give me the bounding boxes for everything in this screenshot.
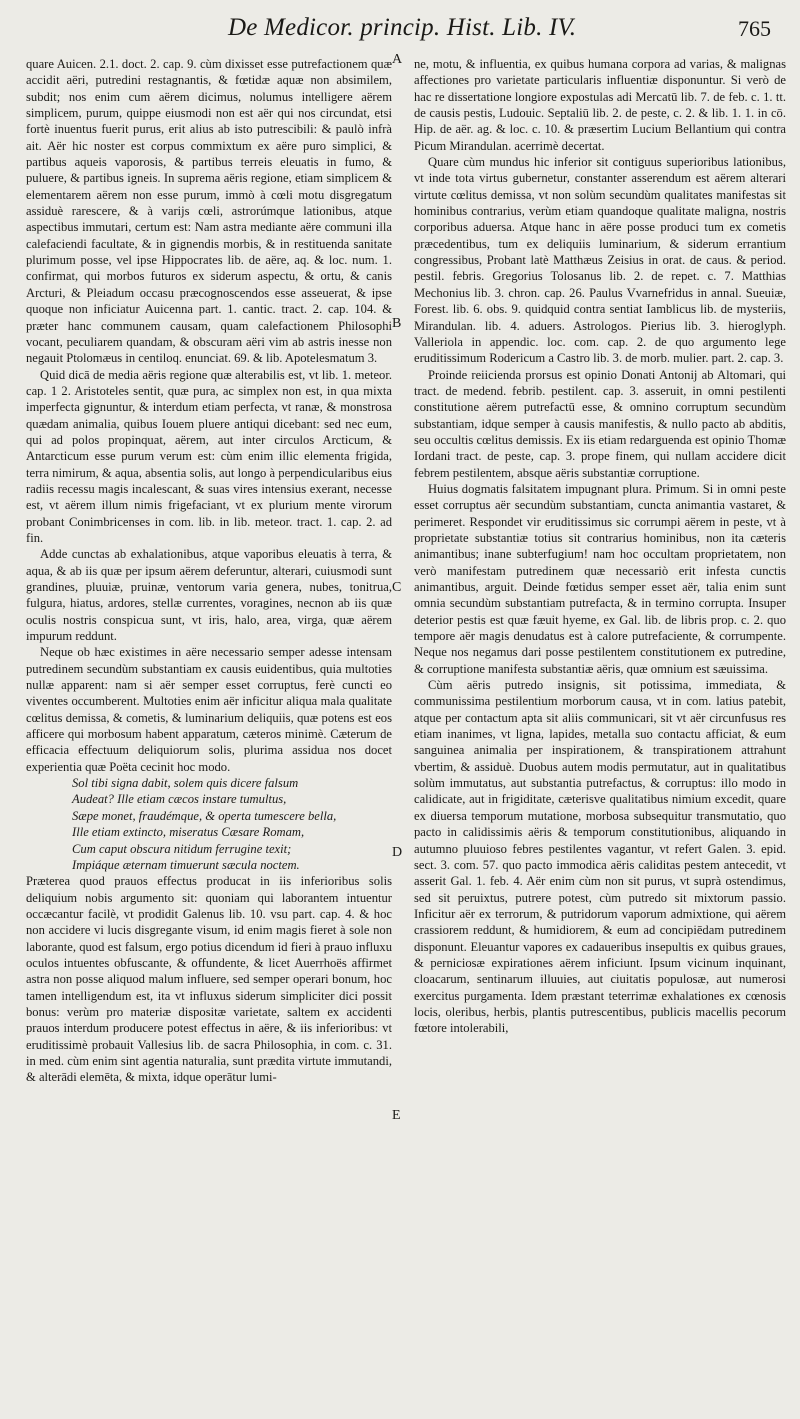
verse-quotation xyxy=(72,775,392,873)
verse-line: Impiáque æternam timuerunt sæcula noctem. xyxy=(72,857,300,872)
left-paragraph-5: Præterea quod prauos effectus producat in iis inferioribus solis deliquium nobis argumento sit: quoniam qui laborantem intuentur occæcantur facilè, vt prodidit Galenus lib. 10. vsu part. cap. 4. & hoc non accidere vi lucis disgregante visum, id enim magis fieret à sole non laborante, quod est falsum, ergo potius dicendum id fieri à prauo influxu oculos intuentes obfuscante, & offundente, & licet Auerrhoës affirmet astra non posse aliquod malum influere, sed semper operari bonum, hoc tamen intelligendum est, ita vt influxus siderum simpliciter dici possit bonus: verùm pro materiæ dispositæ varietate, saltem ex accidenti prauos interdum producere potest effectus in aëre, & iis inferioribus: vt eruditissimè probauit Vallesius lib. de sacra Philosophia, in com. c. 31. in med. cùm enim sint agentia naturalia, sunt prædita virtute immutandi, & alterādi elemēta, & mixta, idque operātur lumi- xyxy=(26,874,392,1085)
right-paragraph-5: Cùm aëris putredo insignis, sit potissima, immediata, & communissima pestilentium morborum causa, vt in com. latius patebit, atque per contactum apta sit aliis communicari, sit vt aër circunfusus res etiam inanimes, vt ligna, lapides, metalla suo contactu afficiat, & eum sanguinea animalia per inspirationem, & transpirationem attrahunt vbertim, & assiduè. Duobus autem modis permutatur, aut in qualitatibus solùm immutatus, aut substantia putrefactus, & corruptus: illo modo in calidicate, aut in frigiditate, cæterisve qualitatibus nimium excedit, quare ex diuersa temporum mutatione, morbosa subsequitur transmutatio, quo pacto in calidissimis aëris & temporum constitutionibus, aliquando in autumno pluuioso febres pestilentes vagantur, vt refert Galen. 3. epid. sect. 3. com. 57. quo pacto immodica aëris caliditas pestem antecedit, vt asserit Gal. 1. feb. 4. Aër enim cùm non sit purus, vt suprà ostendimus, sed sit peruixtus, putrere potest, cùm putredo sit mixtorum passio. Inficitur aër ex terrorum, & putridorum vaporum admixtione, qui aërem crassiorem reddunt, & humidiorem, & eum ad concipiēdam putredinem disponunt. Eleuantur vapores ex cadaueribus insepultis ex quibus graues, & perniciosæ expirationes aërem inficiunt. Ipsum vicinum inquinant, cloacarum, sentinarum illuuies, aut ciuitatis populosæ, aut numerosi exercitus purgamenta. Idem præstant teterrimæ exhalationes ex cœnosis locis, oleribus, herbis, plantis putrescentibus, publicis macellis pecorum fœtore intolerabili, xyxy=(414,678,786,1036)
left-column xyxy=(26,56,392,1086)
running-title: De Medicor. princip. Hist. Lib. IV. xyxy=(228,14,577,41)
verse-line: Sæpe monet, fraudémque, & operta tumescere bella, xyxy=(72,808,337,823)
right-column xyxy=(414,56,786,1037)
left-paragraph-1: quare Auicen. 2.1. doct. 2. cap. 9. cùm dixisset esse putrefactionem quæ accidit aëri, putredini restagnantis, & fœtidæ aquæ non absimilem, subdit; nos enim cum aërem dicimus, nolumus intelligere aërem simplicem, purum, quippe eiusmodi non est aër qui nos circundat, etsi fortè inuentus fuerit purus, erit alius ab isto putrescibili: & paulò infrà ait. Aër hic noster est corpus commixtum ex aëre puro simplici, & partibus aqueis vaporosis, & partibus terreis eleuatis in fumo, & puluere, & partibus igneis. In suprema aëris regione, etiam simplicem & elementarem aërem non esse purum, immò à cœli motu disgregatum assiduè rarescere, & à varijs cœli, astrorúmque lationibus, atque aspectibus immutari, certum est: Nam astra mediante aëre communi illa calefaciendi facultate, & in gignendis morbis, & in restituenda sanitate plurimum posse, vel ipse Hippocrates lib. de aëre, aq. & loc. num. 1. confirmat, qui morbos futuros ex siderum aspectu, & ortu, & canis Arcturi, & Pleiadum occasu præcognoscendos esse asseuerat, & ipse quoque non inficiatur Auicenna part. 1. cantic. tract. 2. cap. 104. & præter hanc communem causam, quam calefactionem Philosophi vocant, peculiarem quandam, & obscuram aëri vim ab astris inesse non negauit Ptolomæus in centiloq. enunciat. 69. & lib. Apotelesmatum 3. xyxy=(26,57,392,366)
right-paragraph-1: ne, motu, & influentia, ex quibus humana corpora ad varias, & malignas affectiones pro varietate particularis influentiæ disponuntur. Si verò de hac re dissertatione longiore expostulas adi Mercatū lib. 7. de feb. c. 1. tt. de causis pestis, Ludouic. Septaliū lib. 2. de peste, c. 2. & lib. 1. 1. in cō. Hip. de aër. ag. & loc. c. 10. & præsertim Lucium Bellantium qui contra Picum Mirandulan. acerrimè decertat. xyxy=(414,57,786,153)
margin-marker-d: D xyxy=(392,845,403,860)
margin-marker-e: E xyxy=(392,1108,401,1123)
verse-line: Cum caput obscura nitidum ferrugine texit; xyxy=(72,841,292,856)
left-paragraph-3: Adde cunctas ab exhalationibus, atque vaporibus eleuatis à terra, & aqua, & ab iis quæ per ipsum aërem deferuntur, alterari, cuiusmodi sunt grandines, pluuiæ, pruinæ, ventorum varia genera, nubes, tonitrua, fulgura, hiatus, ardores, stellæ currentes, voragines, necnon ab iis quæ oculis nostris conspicua sunt, vt iris, halo, area, virga, quæ aërem impurum reddunt. xyxy=(26,547,392,644)
margin-marker-a: A xyxy=(392,52,403,67)
running-head xyxy=(0,14,800,50)
verse-line: Ille etiam extincto, miseratus Cæsare Romam, xyxy=(72,825,305,840)
verse-line: Sol tibi signa dabit, solem quis dicere falsum xyxy=(72,776,299,791)
right-paragraph-3: Proinde reiicienda prorsus est opinio Donati Antonij ab Altomari, qui tract. de medend. febrib. pestilent. cap. 3. asseruit, in omni pestilenti constitutione aërem putrefactū esse, & omnino corruptum secundùm substantiam, idque semper à causis manifestis, & nullo pacto ab abditis, seu occultis cœlitus demissis. Ex iis etiam redarguenda est opinio Thomæ Iordani tract. de peste, cap. 3. prope finem, qui nullam accidere dicit febrem pestilentem, absque aëris substantiæ corruptione. xyxy=(414,367,786,480)
verse-line: Audeat? Ille etiam cæcos instare tumultus, xyxy=(72,792,287,807)
page-number: 765 xyxy=(738,16,771,41)
left-paragraph-2: Quid dicā de media aëris regione quæ alterabilis est, vt lib. 1. meteor. cap. 1 2. Aristoteles sentit, quæ pura, ac simplex non est, in qua mixta imperfecta gignuntur, & interdum etiam perfecta, vt ranæ, & monstrosa quædam animalia, quibus Iouem pluere antiqui dicebant: sed nec eum, qui ad polos propinquat, aërem, aut inter circulos Arcticum, & Antarcticum esse purum verum est: cùm enim illic elementa frigida, terra nimirum, & aqua, absentia solis, aut longo à perpendicularibus eius radiis recessu magis incalescant, & suas vires intensius exerant, necesse est, vt aërem illum nimis frigefaciant, vt ex plurium mente virorum probant Conimbricenses in com. lib. in lib. meteor. tract. 1. cap. 2. ad fin. xyxy=(26,367,392,545)
right-paragraph-2: Quare cùm mundus hic inferior sit contiguus superioribus lationibus, vt inde tota virtus gubernetur, constanter asserendum est aërem alterari virtute cœlitus demissa, vt non solùm secundùm qualitates manifestas sit hominibus contrarius, verùm etiam quandoque qualitate maligna, nostris corporibus aduersa. Atque hanc in aëre posse produci tum ex cometis præcedentibus, tum ex deliquiis luminarium, & siderum errantium congressibus, Probant latè Matthæus Zeisius in orat. de caus. & period. pestil. febris. Gregorius Tolosanus lib. 2. de repet. c. 7. Matthias Mechonius lib. 3. chron. cap. 26. Paulus Vvarnefridus in annal. Sueuiæ, Forest. lib. 6. obs. 9. quidquid contra sentiat Iamblicus lib. de mysteriis, Mirandulan. lib. 4. aduers. Astrologos. Pierius lib. 3. hieroglyph. Valleriola in appendic. loc. com. cap. 2. de quo argumento lege eruditissimum Rodericum a Castro lib. 3. de morb. mulier. part. 2. cap. 3. xyxy=(414,155,786,366)
margin-marker-c: C xyxy=(392,580,402,595)
right-paragraph-4: Huius dogmatis falsitatem impugnant plura. Primum. Si in omni peste esset corruptus aër secundùm substantiam, cuncta animantia vastaret, & perimeret. Respondet vir eruditissimus sic corrumpi aërem in peste, vt à proprietate substantiæ totius sit contrarius hominibus, non ita cæteris animantibus; inane subterfugium! nam hoc occultam proprietatem, non verò manifestam putredinem quæ necessariò erit infesta cunctis animantibus, arguit. Deinde fœtidus semper esset aër, talia enim sunt omnia secundùm substantiam putrefacta, & in termino corrupta. Insuper deterior pestis est quæ fæuit hyeme, ex Gal. lib. de libris prop. c. 2. quo tempore aër magis denudatus est à calore putrefaciente, & corrumpente. Neque nos negamus dari posse pestilentem constitutionem ex putredine, & corruptione manifesta substantiæ aëris, quæ omnium est sæuissima. xyxy=(414,481,786,676)
margin-marker-b: B xyxy=(392,316,402,331)
left-paragraph-4: Neque ob hæc existimes in aëre necessario semper adesse intensam putredinem secundùm substantiam ex causis euidentibus, quia multoties nullæ apparent: nam si aër semper esset corruptus, ferè cuncti eo viventes occumberent. Multoties enim aër inficitur aliqua mala qualitate cœlitus demissa, & cometis, & luminarium deliquiis, quæ potens est eos afficere qui morbosum habent apparatum, cæteros minimè. Cæterum de efficacia effectuum deliquiorum solis, plurima assidua nos docet experientia quæ Poëta cecinit hoc modo. xyxy=(26,645,392,774)
